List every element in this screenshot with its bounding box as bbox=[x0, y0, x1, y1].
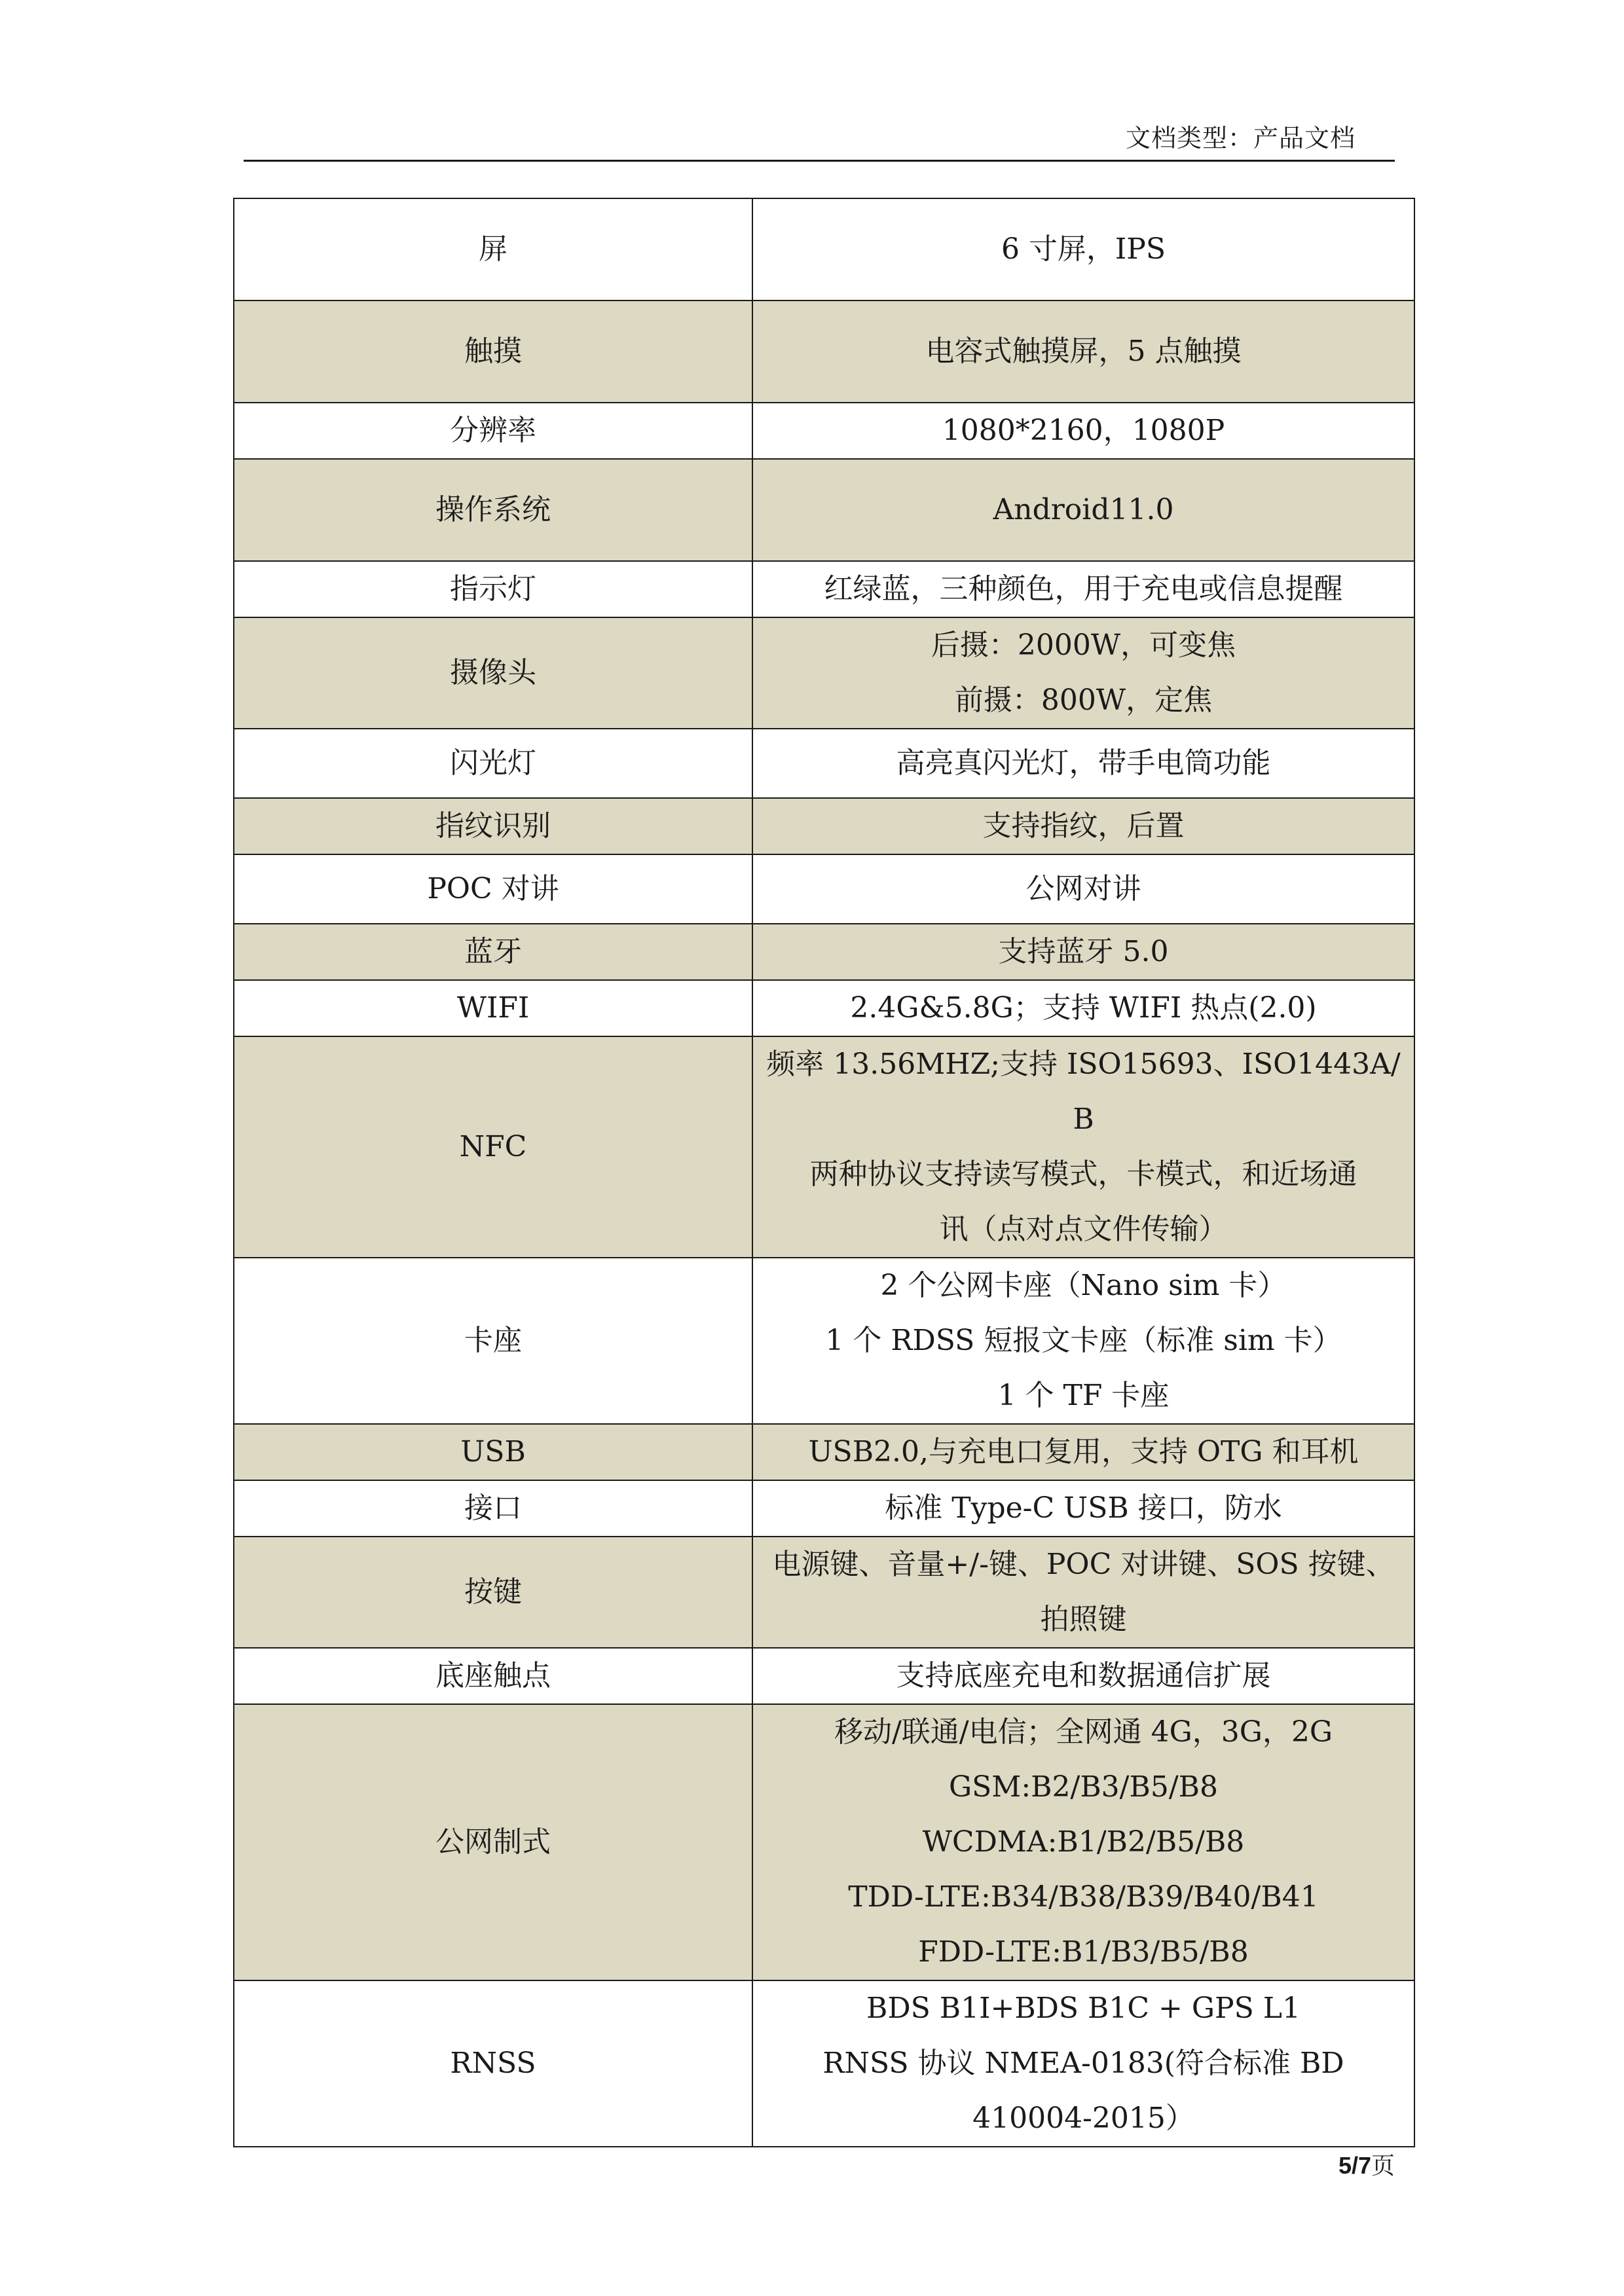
page-number: 5/7 bbox=[1338, 2152, 1371, 2179]
spec-key-cell bbox=[234, 1424, 752, 1480]
spec-value-line: 拍照键 bbox=[1040, 1603, 1127, 1636]
spec-value-line: TDD-LTE:B34/B38/B39/B40/B41 bbox=[848, 1880, 1319, 1914]
spec-key-cell bbox=[234, 798, 752, 854]
spec-value-cell bbox=[752, 854, 1414, 924]
table-row bbox=[234, 1704, 1414, 1980]
table-row bbox=[234, 1424, 1414, 1480]
table-row bbox=[234, 924, 1414, 980]
spec-key: 触摸 bbox=[464, 335, 522, 368]
spec-value-line: Android11.0 bbox=[993, 493, 1174, 526]
spec-value-line: 1 个 TF 卡座 bbox=[997, 1379, 1170, 1412]
spec-value-cell bbox=[752, 1258, 1414, 1424]
spec-value-line: 前摄：800W，定焦 bbox=[954, 683, 1213, 717]
table-row bbox=[234, 459, 1414, 561]
spec-value-cell bbox=[752, 1036, 1414, 1258]
spec-table bbox=[233, 198, 1415, 2147]
spec-key: 分辨率 bbox=[450, 414, 536, 447]
spec-value-cell bbox=[752, 459, 1414, 561]
spec-value-cell bbox=[752, 1980, 1414, 2147]
spec-value-cell bbox=[752, 1480, 1414, 1537]
spec-table-body bbox=[234, 198, 1414, 2147]
table-row bbox=[234, 854, 1414, 924]
spec-key: 指纹识别 bbox=[435, 809, 551, 843]
spec-value-line: USB2.0,与充电口复用，支持 OTG 和耳机 bbox=[808, 1435, 1359, 1468]
spec-value-cell bbox=[752, 1424, 1414, 1480]
spec-key-cell bbox=[234, 1480, 752, 1537]
spec-key: 底座触点 bbox=[435, 1659, 551, 1692]
spec-value-line: 410004-2015） bbox=[972, 2102, 1194, 2135]
spec-value-line: 移动/联通/电信；全网通 4G，3G，2G bbox=[834, 1715, 1333, 1749]
spec-key-cell bbox=[234, 980, 752, 1036]
spec-value-line: 频率 13.56MHZ;支持 ISO15693、ISO1443A/B bbox=[766, 1048, 1401, 1136]
spec-value-line: 红绿蓝，三种颜色，用于充电或信息提醒 bbox=[824, 572, 1343, 606]
spec-value-cell bbox=[752, 1648, 1414, 1704]
spec-value-line: 6 寸屏，IPS bbox=[1001, 232, 1166, 266]
spec-key-cell bbox=[234, 729, 752, 798]
table-row bbox=[234, 617, 1414, 729]
spec-value-line: 标准 Type-C USB 接口，防水 bbox=[885, 1491, 1282, 1525]
table-row bbox=[234, 1258, 1414, 1424]
table-row bbox=[234, 1480, 1414, 1537]
spec-value-line: RNSS 协议 NMEA-0183(符合标准 BD bbox=[822, 2047, 1344, 2080]
spec-key: RNSS bbox=[450, 2047, 536, 2080]
spec-value-line: GSM:B2/B3/B5/B8 bbox=[949, 1770, 1218, 1804]
spec-key-cell bbox=[234, 459, 752, 561]
spec-key: 操作系统 bbox=[435, 493, 551, 526]
spec-key-cell bbox=[234, 198, 752, 301]
spec-value-cell bbox=[752, 729, 1414, 798]
spec-key-cell bbox=[234, 1704, 752, 1980]
spec-key-cell bbox=[234, 1036, 752, 1258]
spec-key-cell bbox=[234, 1537, 752, 1648]
page-suffix: 页 bbox=[1371, 2153, 1395, 2179]
spec-value-line: 1080*2160，1080P bbox=[942, 414, 1225, 447]
table-row bbox=[234, 1980, 1414, 2147]
spec-value-cell bbox=[752, 561, 1414, 617]
spec-value-cell bbox=[752, 198, 1414, 301]
table-row bbox=[234, 403, 1414, 459]
spec-key: WIFI bbox=[456, 991, 530, 1025]
table-row bbox=[234, 798, 1414, 854]
page-footer bbox=[1338, 2151, 1395, 2181]
table-row bbox=[234, 729, 1414, 798]
table-row bbox=[234, 1648, 1414, 1704]
table-row bbox=[234, 980, 1414, 1036]
spec-value-cell bbox=[752, 1537, 1414, 1648]
spec-key: 卡座 bbox=[464, 1324, 522, 1357]
spec-value-cell bbox=[752, 798, 1414, 854]
spec-key-cell bbox=[234, 1980, 752, 2147]
spec-value-line: 支持蓝牙 5.0 bbox=[998, 935, 1169, 968]
spec-key-cell bbox=[234, 561, 752, 617]
spec-key-cell bbox=[234, 1258, 752, 1424]
spec-value-line: 高亮真闪光灯，带手电筒功能 bbox=[896, 746, 1271, 780]
spec-value-line: 讯（点对点文件传输） bbox=[939, 1212, 1228, 1246]
spec-value-cell bbox=[752, 403, 1414, 459]
table-row bbox=[234, 301, 1414, 403]
spec-key-cell bbox=[234, 617, 752, 729]
spec-key-cell bbox=[234, 924, 752, 980]
spec-value-line: WCDMA:B1/B2/B5/B8 bbox=[922, 1825, 1245, 1859]
spec-value-line: 电源键、音量+/-键、POC 对讲键、SOS 按键、 bbox=[772, 1548, 1395, 1581]
spec-value-line: 1 个 RDSS 短报文卡座（标准 sim 卡） bbox=[825, 1324, 1342, 1357]
spec-key-cell bbox=[234, 1648, 752, 1704]
spec-key: NFC bbox=[459, 1130, 527, 1163]
table-row bbox=[234, 1537, 1414, 1648]
page-header bbox=[244, 123, 1395, 162]
spec-key: 屏 bbox=[479, 232, 507, 266]
spec-value-line: 支持指纹，后置 bbox=[982, 809, 1185, 843]
spec-key: 接口 bbox=[464, 1491, 522, 1525]
table-row bbox=[234, 1036, 1414, 1258]
spec-value-line: 支持底座充电和数据通信扩展 bbox=[896, 1659, 1271, 1692]
spec-key-cell bbox=[234, 854, 752, 924]
spec-value-line: 2.4G&5.8G；支持 WIFI 热点(2.0) bbox=[850, 991, 1317, 1025]
spec-key: 指示灯 bbox=[450, 572, 536, 606]
spec-key: 闪光灯 bbox=[450, 746, 536, 780]
spec-value-line: BDS B1I+BDS B1C + GPS L1 bbox=[866, 1992, 1301, 2025]
spec-value-cell bbox=[752, 924, 1414, 980]
spec-key: 按键 bbox=[464, 1575, 522, 1609]
spec-value-line: 2 个公网卡座（Nano sim 卡） bbox=[880, 1269, 1287, 1302]
spec-key-cell bbox=[234, 301, 752, 403]
spec-value-cell bbox=[752, 1704, 1414, 1980]
spec-value-cell bbox=[752, 617, 1414, 729]
spec-value-line: FDD-LTE:B1/B3/B5/B8 bbox=[918, 1935, 1249, 1969]
spec-key: USB bbox=[460, 1435, 526, 1468]
table-row bbox=[234, 198, 1414, 301]
spec-key: POC 对讲 bbox=[427, 872, 559, 905]
spec-value-cell bbox=[752, 301, 1414, 403]
spec-key: 蓝牙 bbox=[464, 935, 522, 968]
spec-value-line: 电容式触摸屏，5 点触摸 bbox=[925, 335, 1242, 368]
table-row bbox=[234, 561, 1414, 617]
spec-value-line: 后摄：2000W，可变焦 bbox=[931, 629, 1236, 662]
spec-value-cell bbox=[752, 980, 1414, 1036]
spec-value-line: 公网对讲 bbox=[1025, 872, 1141, 905]
spec-key-cell bbox=[234, 403, 752, 459]
doc-type-label: 文档类型：产品文档 bbox=[1125, 124, 1356, 153]
spec-key: 公网制式 bbox=[435, 1825, 551, 1859]
spec-key: 摄像头 bbox=[450, 656, 536, 689]
spec-value-line: 两种协议支持读写模式，卡模式，和近场通 bbox=[809, 1157, 1357, 1191]
